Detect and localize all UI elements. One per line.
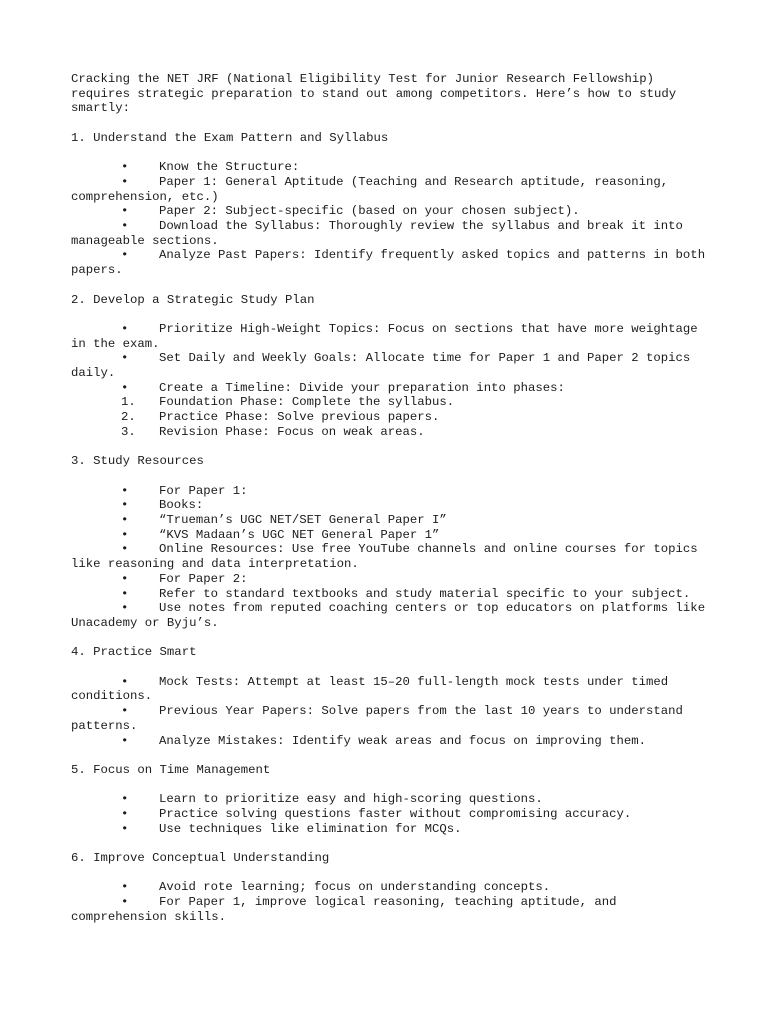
- list-item: [71, 587, 711, 602]
- list-item-text: Paper 1: General Aptitude (Teaching and Research aptitude, reasoning, comprehension, etc.): [71, 174, 676, 204]
- list-marker-text: •: [121, 483, 129, 498]
- list-marker-text: 3.: [121, 424, 136, 439]
- list-item: [71, 513, 711, 528]
- list-marker-text: •: [121, 513, 129, 527]
- list-item: [71, 542, 711, 571]
- intro-paragraph: Cracking the NET JRF (National Eligibility Test for Junior Research Fellowship) requires strategic preparation to stand out among competitors. Here’s how to study smartly:: [71, 72, 684, 116]
- list-item-text: Revision Phase: Focus on weak areas.: [159, 424, 425, 439]
- list-marker-text: •: [121, 160, 129, 175]
- list-marker-text: •: [121, 880, 129, 895]
- list-item-text: Use techniques like elimination for MCQs.: [159, 821, 462, 836]
- list-marker-text: •: [121, 571, 129, 586]
- list-item-text: Learn to prioritize easy and high-scoring questions.: [159, 792, 543, 807]
- list-marker-text: 1.: [121, 395, 136, 410]
- list-item-text: Set Daily and Weekly Goals: Allocate time for Paper 1 and Paper 2 topics daily.: [71, 351, 698, 380]
- list-item: [71, 175, 711, 204]
- bullet-marker: [71, 675, 159, 690]
- list-item: [71, 822, 711, 837]
- list-item-text: Practice solving questions faster without compromising accuracy.: [159, 807, 632, 821]
- bullet-marker: [71, 572, 159, 587]
- list-marker-text: •: [121, 248, 129, 263]
- number-marker: [71, 425, 159, 440]
- bullet-marker: [71, 351, 159, 366]
- list-marker-text: •: [121, 498, 129, 513]
- list-item-text: For Paper 1:: [159, 483, 248, 498]
- list-item: [71, 410, 711, 425]
- bullet-marker: [71, 822, 159, 837]
- bullet-marker: [71, 734, 159, 749]
- list-item-text: Know the Structure:: [159, 160, 300, 175]
- bullet-marker: [71, 807, 159, 822]
- list-item: [71, 601, 711, 630]
- document-page: [71, 72, 711, 925]
- list-marker-text: •: [121, 586, 129, 601]
- list-item-text: Books:: [159, 498, 204, 513]
- list-item-text: Foundation Phase: Complete the syllabus.: [159, 395, 455, 410]
- list-item: [71, 219, 711, 248]
- list-marker-text: •: [121, 895, 129, 910]
- section-heading: 3. Study Resources: [71, 454, 204, 469]
- list-item-text: Analyze Mistakes: Identify weak areas and focus on improving them.: [159, 733, 647, 748]
- list-item: [71, 204, 711, 219]
- section-heading: 1. Understand the Exam Pattern and Syllabus: [71, 130, 389, 145]
- list-marker-text: •: [121, 821, 129, 836]
- bullet-marker: [71, 160, 159, 175]
- bullet-marker: [71, 248, 159, 263]
- list-marker-text: •: [121, 674, 129, 689]
- list-item-text: Create a Timeline: Divide your preparation into phases:: [159, 380, 565, 395]
- list-item-text: Paper 2: Subject-specific (based on your chosen subject).: [159, 204, 580, 219]
- number-marker: [71, 395, 159, 410]
- list-marker-text: •: [121, 704, 129, 719]
- list-marker-text: •: [121, 204, 129, 219]
- bullet-marker: [71, 322, 159, 337]
- bullet-marker: [71, 704, 159, 719]
- bullet-marker: [71, 542, 159, 557]
- bullet-marker: [71, 880, 159, 895]
- bullet-marker: [71, 175, 159, 190]
- list-marker-text: •: [121, 792, 129, 807]
- bullet-marker: [71, 484, 159, 499]
- bullet-marker: [71, 204, 159, 219]
- list-item: [71, 675, 711, 704]
- list-item: [71, 381, 711, 396]
- list-item-text: Prioritize High-Weight Topics: Focus on sections that have more weightage in the exam.: [71, 321, 706, 351]
- list-marker-text: •: [121, 380, 129, 395]
- list-item: [71, 484, 711, 499]
- list-item-text: Practice Phase: Solve previous papers.: [159, 410, 440, 425]
- list-item-text: Mock Tests: Attempt at least 15–20 full-length mock tests under timed conditions.: [71, 674, 676, 704]
- list-item: [71, 322, 711, 351]
- list-item: [71, 807, 711, 822]
- list-item-text: For Paper 1, improve logical reasoning, teaching aptitude, and comprehension skills.: [71, 895, 624, 924]
- bullet-marker: [71, 792, 159, 807]
- bullet-marker: [71, 895, 159, 910]
- list-item: [71, 498, 711, 513]
- list-item-text: Online Resources: Use free YouTube channels and online courses for topics like reasoning and data interpretation.: [71, 542, 706, 572]
- list-marker-text: •: [121, 733, 129, 748]
- bullet-marker: [71, 587, 159, 602]
- list-marker-text: •: [121, 219, 129, 233]
- section-heading: 6. Improve Conceptual Understanding: [71, 851, 330, 866]
- list-item: [71, 704, 711, 733]
- section-heading: 5. Focus on Time Management: [71, 762, 271, 777]
- list-marker-text: •: [121, 807, 129, 821]
- bullet-marker: [71, 601, 159, 616]
- list-marker-text: •: [121, 542, 129, 557]
- document-sections: [71, 131, 711, 925]
- list-item: [71, 351, 711, 380]
- bullet-marker: [71, 513, 159, 528]
- list-item: [71, 248, 711, 277]
- list-item-text: Avoid rote learning; focus on understanding concepts.: [159, 880, 551, 895]
- list-item-text: For Paper 2:: [159, 571, 248, 586]
- list-item-text: “Trueman’s UGC NET/SET General Paper I”: [159, 513, 447, 527]
- list-item: [71, 895, 711, 924]
- list-marker-text: •: [121, 601, 129, 616]
- list-marker-text: •: [121, 321, 129, 336]
- list-item-text: Previous Year Papers: Solve papers from the last 10 years to understand patterns.: [71, 704, 691, 733]
- list-item: [71, 425, 711, 440]
- list-item: [71, 160, 711, 175]
- list-item-text: Refer to standard textbooks and study material specific to your subject.: [159, 586, 691, 601]
- bullet-marker: [71, 528, 159, 543]
- section-heading: 2. Develop a Strategic Study Plan: [71, 292, 315, 307]
- list-marker-text: •: [121, 527, 129, 542]
- bullet-marker: [71, 381, 159, 396]
- list-item: [71, 734, 711, 749]
- section-heading: 4. Practice Smart: [71, 645, 197, 660]
- list-item-text: “KVS Madaan’s UGC NET General Paper 1”: [159, 527, 440, 542]
- list-item: [71, 395, 711, 410]
- bullet-marker: [71, 219, 159, 234]
- list-item-text: Use notes from reputed coaching centers or top educators on platforms like Unacademy or Byju’s.: [71, 601, 713, 630]
- number-marker: [71, 410, 159, 425]
- list-item: [71, 572, 711, 587]
- list-item: [71, 792, 711, 807]
- list-marker-text: •: [121, 351, 129, 366]
- bullet-marker: [71, 498, 159, 513]
- list-item-text: Analyze Past Papers: Identify frequently asked topics and patterns in both papers.: [71, 248, 713, 278]
- list-item: [71, 880, 711, 895]
- list-item-text: Download the Syllabus: Thoroughly review the syllabus and break it into manageable sections.: [71, 219, 691, 248]
- list-marker-text: •: [121, 174, 129, 189]
- list-item: [71, 528, 711, 543]
- list-marker-text: 2.: [121, 410, 136, 425]
